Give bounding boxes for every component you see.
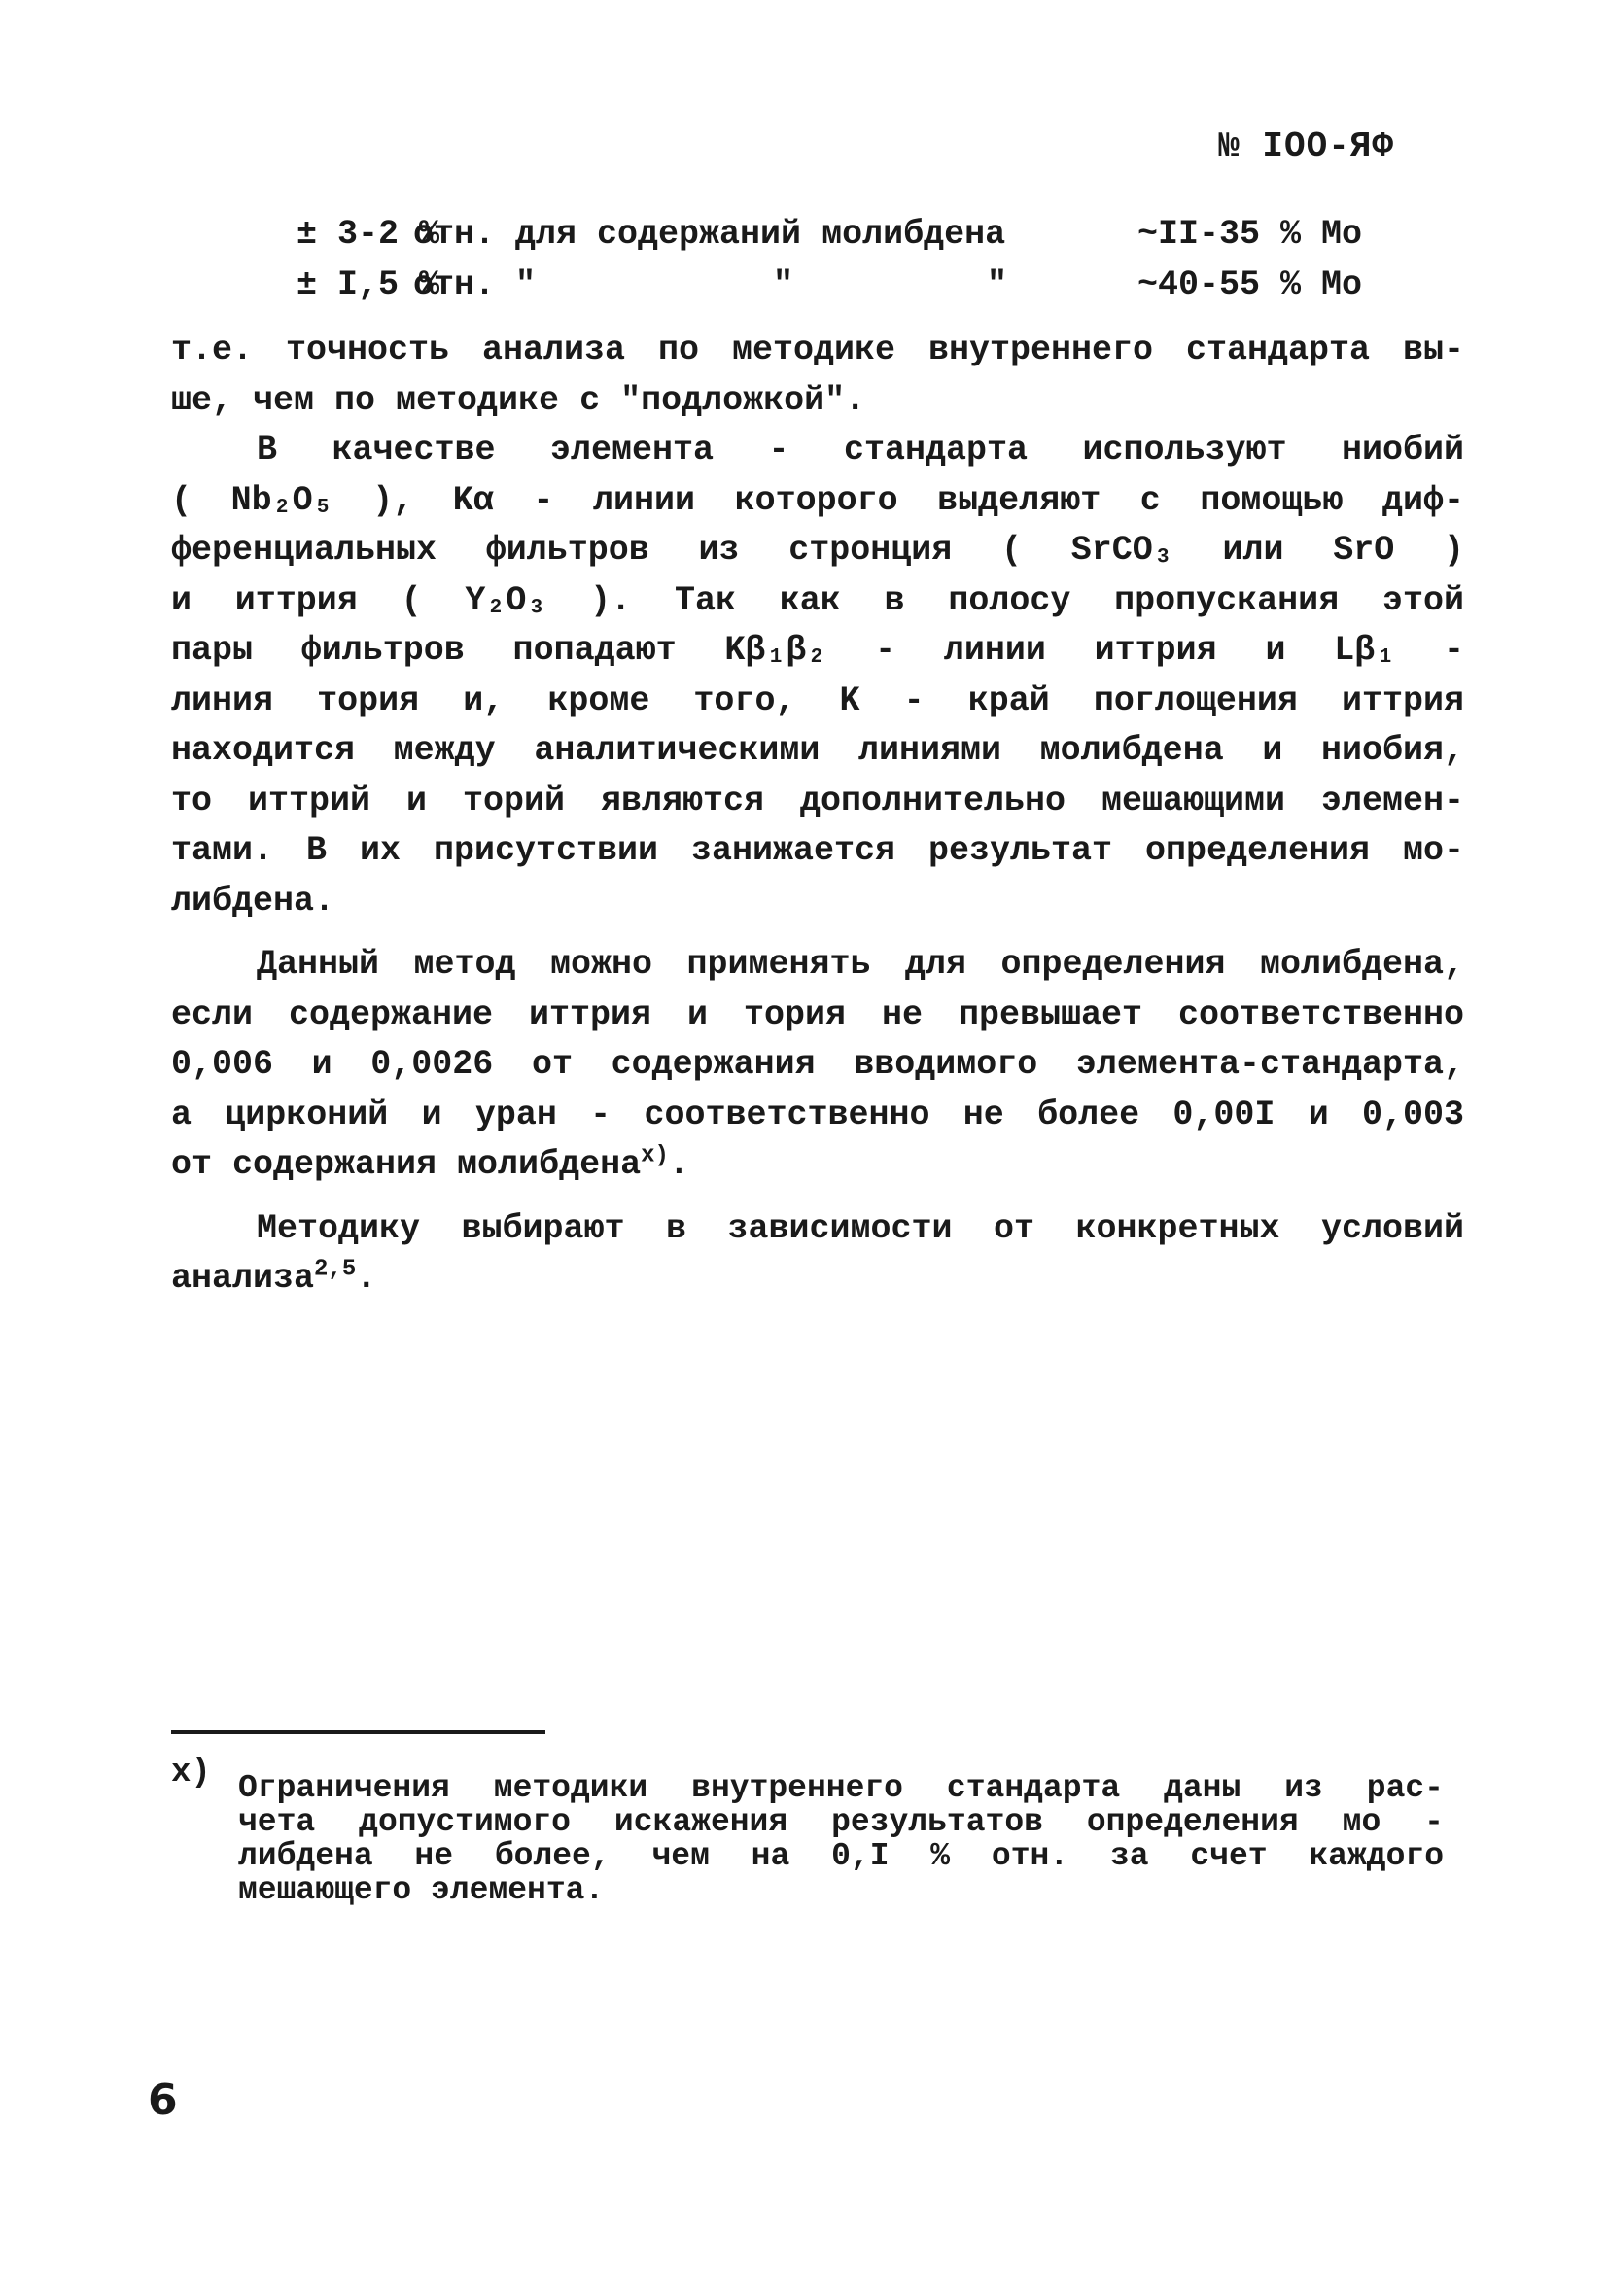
text-line: а цирконий и уран - соответственно не более 0,00I и 0,003: [171, 1095, 1464, 1134]
ditto-mark: ": [987, 265, 1008, 304]
text-fragment: анализа: [171, 1259, 315, 1298]
footnote-line: либдена не более, чем на 0,I % отн. за счет каждого: [238, 1838, 1444, 1874]
accuracy-block: [297, 209, 1444, 310]
text-line: линия тория и, кроме того, K - край поглощения иттрия: [171, 680, 1464, 720]
footnote: [238, 1771, 1444, 1907]
text-fragment: .: [356, 1259, 377, 1298]
text-line: находится между аналитическими линиями молибдена и ниобия,: [171, 731, 1464, 770]
paragraph-gap: [171, 926, 1464, 940]
accuracy-row: [297, 209, 1444, 260]
footnote-reference[interactable]: x): [641, 1142, 669, 1169]
reference-superscript: 2,5: [314, 1256, 357, 1283]
footnote-line: чета допустимого искажения результатов определения мо -: [238, 1804, 1444, 1840]
text-line: и иттрия ( Y₂O₃ ). Так как в полосу пропускания этой: [171, 580, 1464, 620]
footnote-divider: [171, 1730, 545, 1734]
text-fragment: .: [668, 1145, 689, 1184]
accuracy-value: ± 3-2 %: [297, 215, 440, 254]
page-number: 6: [148, 2075, 178, 2125]
text-line: тами. В их присутствии занижается результат определения мо-: [171, 831, 1464, 870]
accuracy-row: [297, 260, 1444, 310]
text-line: ( Nb₂O₅ ), Kα - линии которого выделяют с помощью диф-: [171, 480, 1464, 520]
document-number: № IOO-ЯФ: [1218, 126, 1394, 166]
body-text: [171, 326, 1464, 1305]
text-line: [171, 1140, 1464, 1191]
accuracy-value: ± I,5 %: [297, 265, 440, 304]
text-line: т.е. точность анализа по методике внутреннего стандарта вы-: [171, 330, 1464, 369]
text-line: В качестве элемента - стандарта используют ниобий: [257, 431, 1464, 470]
text-line: если содержание иттрия и тория не превышает соответственно: [171, 994, 1464, 1034]
ditto-mark: ": [773, 265, 794, 304]
footnote-line: Ограничения методики внутреннего стандарта даны из рас-: [238, 1770, 1444, 1806]
footnote-line: мешающего элемента.: [238, 1872, 605, 1908]
text-line: Методику выбирают в зависимости от конкретных условий: [257, 1208, 1464, 1248]
text-line: ше, чем по методике с "подложкой".: [171, 380, 866, 420]
text-line: 0,006 и 0,0026 от содержания вводимого элемента-стандарта,: [171, 1045, 1464, 1084]
text-line: то иттрий и торий являются дополнительно мешающими элемен-: [171, 781, 1464, 820]
text-line: пары фильтров попадают Kβ₁β₂ - линии иттрия и Lβ₁ -: [171, 631, 1464, 670]
text-line: либдена.: [171, 881, 335, 921]
accuracy-range: ~II-35 % Mo: [1137, 215, 1363, 254]
text-line: [171, 1254, 1464, 1305]
accuracy-text: отн. для содержаний молибдена: [413, 215, 1006, 254]
accuracy-range: ~40-55 % Mo: [1137, 265, 1363, 304]
accuracy-text: отн. ": [413, 265, 537, 304]
text-line: Данный метод можно применять для определения молибдена,: [257, 945, 1464, 984]
footnote-mark: x): [171, 1755, 211, 1792]
text-line: ференциальных фильтров из стронция ( SrCO₃ или SrO ): [171, 531, 1464, 570]
paragraph-gap: [171, 1191, 1464, 1204]
text-fragment: от содержания молибдена: [171, 1145, 642, 1184]
